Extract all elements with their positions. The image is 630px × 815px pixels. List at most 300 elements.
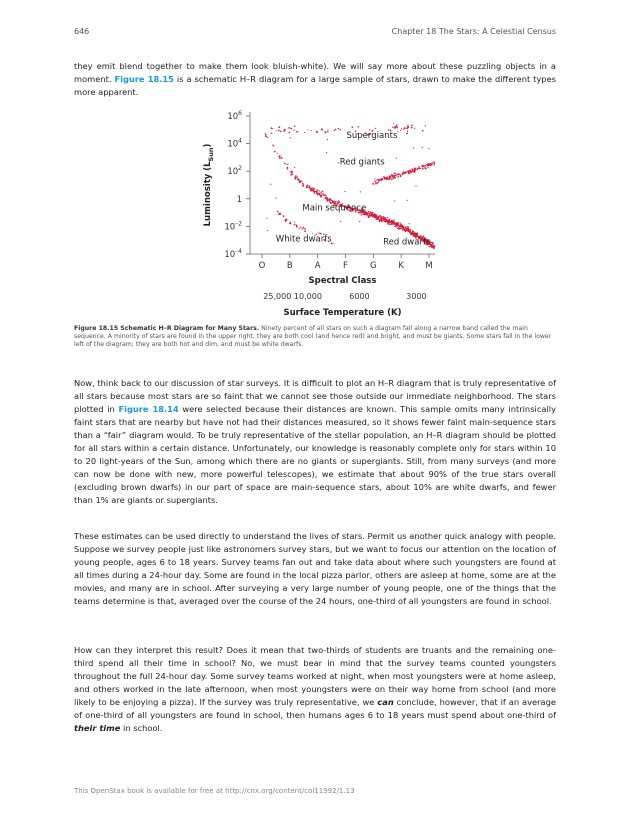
background-star <box>294 167 295 168</box>
main-sequence-star <box>389 218 390 219</box>
main-sequence-star <box>397 222 399 224</box>
main-sequence-star <box>362 213 364 215</box>
main-sequence-star <box>310 188 311 189</box>
page-footer: This OpenStax book is available for free at http://cnx.org/content/col11992/1.13 <box>74 787 355 795</box>
white-dwarf-star <box>304 228 305 229</box>
main-sequence-star <box>394 226 395 227</box>
red-giant-star <box>433 164 434 165</box>
main-sequence-star <box>296 177 297 178</box>
supergiant-star <box>401 128 402 129</box>
supergiant-star <box>327 129 328 130</box>
supergiant-star <box>407 131 408 132</box>
red-giant-star <box>396 173 397 174</box>
main-sequence-star <box>299 181 300 182</box>
supergiant-star <box>395 126 397 128</box>
main-sequence-star <box>384 217 385 218</box>
red-giant-star <box>412 169 414 171</box>
main-sequence-star <box>294 178 296 180</box>
background-star <box>360 191 361 192</box>
red-giant-star <box>427 167 428 168</box>
p3-text: These estimates can be used directly to understand the lives of stars. Permit us another quick analogy with people. Suppose we survey people just like astronomers survey stars, but we want to focus our attention on the location of young people, ages 6 to 18 years. Survey teams fan out and take data about where such youngsters are found at all times during a 24-hour day. Some are found in the local pizza parlor, others are asleep at home, some are at the movies, and many are in school. After surveying a very large number of young people, one of the things that the teams determine is that, averaged over the course of the 24 hours, one-third of all youngsters are found in school. <box>74 531 556 606</box>
red-giants-annotation: Red giants <box>339 157 385 168</box>
y-tick-label: $10^2$ <box>227 165 242 178</box>
supergiant-star <box>271 132 272 133</box>
red-giant-star <box>426 164 427 165</box>
main-sequence-star <box>314 193 315 194</box>
supergiant-star <box>422 130 424 132</box>
main-sequence-star <box>322 193 323 194</box>
red-giant-star <box>381 178 383 180</box>
main-sequence-annotation: Main sequence <box>302 203 367 214</box>
main-sequence-star <box>399 225 401 227</box>
red-giant-star <box>392 177 394 179</box>
background-star <box>266 218 267 219</box>
paragraph-star-surveys <box>74 377 556 507</box>
spectral-class-label: F <box>343 261 348 271</box>
temperature-tick-label: 6000 <box>349 292 370 301</box>
main-sequence-star <box>387 217 388 218</box>
red-giant-star <box>378 180 380 182</box>
red-giant-star <box>387 178 388 179</box>
main-sequence-star <box>411 233 413 235</box>
main-sequence-star <box>313 190 315 192</box>
main-sequence-star <box>431 246 433 248</box>
main-sequence-star <box>267 137 268 138</box>
background-star <box>422 147 423 148</box>
main-sequence-star <box>387 221 388 222</box>
figure-18-15-link[interactable]: Figure 18.15 <box>114 74 174 84</box>
supergiant-star <box>392 127 393 128</box>
main-sequence-star <box>334 201 335 202</box>
red-giant-star <box>422 166 424 168</box>
main-sequence-star <box>410 229 411 230</box>
red-giant-star <box>398 174 399 175</box>
main-sequence-star <box>316 191 318 193</box>
main-sequence-star <box>393 221 395 223</box>
main-sequence-star <box>389 221 391 223</box>
background-star <box>270 184 271 185</box>
supergiant-star <box>352 126 354 128</box>
red-giant-star <box>396 175 397 176</box>
red-giant-star <box>418 166 419 167</box>
background-star <box>344 191 345 192</box>
main-sequence-star <box>432 242 434 244</box>
supergiant-star <box>280 131 282 133</box>
background-star <box>267 230 268 231</box>
main-sequence-star <box>391 224 392 225</box>
main-sequence-star <box>370 211 371 212</box>
supergiant-star <box>400 130 401 131</box>
red-giant-star <box>401 174 402 175</box>
main-sequence-star <box>406 226 407 227</box>
white-dwarf-star <box>303 227 304 228</box>
white-dwarf-star <box>283 215 285 217</box>
main-sequence-star <box>393 219 394 220</box>
main-sequence-star <box>395 224 397 226</box>
red-giant-star <box>403 172 405 174</box>
p4-emphasis-can: can <box>377 697 394 707</box>
red-giant-star <box>374 181 376 183</box>
main-sequence-star <box>321 193 322 194</box>
main-sequence-star <box>384 219 386 221</box>
white-dwarf-star <box>304 230 306 232</box>
main-sequence-star <box>326 200 328 202</box>
spectral-class-label: O <box>258 261 266 271</box>
main-sequence-star <box>401 224 402 225</box>
supergiant-star <box>288 127 290 129</box>
spectral-class-label: A <box>314 261 321 271</box>
main-sequence-star <box>319 193 321 195</box>
main-sequence-star <box>290 174 292 176</box>
red-giant-star <box>394 177 396 179</box>
red-giant-star <box>400 175 401 176</box>
supergiant-star <box>283 130 285 132</box>
main-sequence-star <box>309 187 311 189</box>
main-sequence-star <box>401 225 403 227</box>
supergiant-star <box>393 123 394 124</box>
main-sequence-star <box>265 135 267 137</box>
red-giant-star <box>397 176 399 178</box>
red-giant-star <box>415 168 416 169</box>
red-giant-star <box>431 163 433 165</box>
supergiant-star <box>412 124 413 125</box>
background-star <box>275 197 276 198</box>
supergiant-star <box>271 127 273 129</box>
p2-text-a: Now, think back to our discussion of star surveys. It is difficult to plot an H–R diagram that is truly representative of all stars because most stars are so faint that we cannot see those outside our immediate neighborhood. The stars plotted in <box>74 378 556 414</box>
red-giant-star <box>414 168 415 169</box>
main-sequence-star <box>403 227 404 228</box>
main-sequence-star <box>335 201 336 202</box>
background-star <box>407 200 408 201</box>
paragraph-interpretation <box>74 644 556 735</box>
main-sequence-star <box>311 190 312 191</box>
main-sequence-star <box>415 234 417 236</box>
main-sequence-star <box>287 164 288 165</box>
main-sequence-star <box>431 242 432 243</box>
supergiant-star <box>404 127 406 129</box>
supergiant-star <box>425 125 426 126</box>
red-giant-star <box>422 168 424 170</box>
main-sequence-star <box>329 201 330 202</box>
white-dwarf-star <box>285 219 287 221</box>
red-giant-star <box>425 165 426 166</box>
white-dwarf-star <box>277 211 279 213</box>
background-star <box>413 148 414 149</box>
main-sequence-star <box>391 221 392 222</box>
y-tick-label: $10^{-4}$ <box>224 248 242 260</box>
main-sequence-star <box>361 214 362 215</box>
main-sequence-star <box>408 229 410 231</box>
supergiant-star <box>407 127 409 129</box>
background-star <box>409 223 410 224</box>
main-sequence-star <box>378 216 380 218</box>
p4-text-c: in school. <box>120 723 163 733</box>
spectral-class-label: M <box>425 261 433 271</box>
hr-diagram-figure <box>190 108 450 320</box>
intro-text-before: they emit blend together to make them look bluish-white). We will say more about these puzzling objects in a moment. <box>74 61 556 84</box>
main-sequence-star <box>291 172 292 173</box>
main-sequence-star <box>381 216 383 218</box>
caption-text: Ninety percent of all stars on such a diagram fall along a narrow band called the main sequence. A minority of stars are found in the upper right; they are both cool (and hence red) and bright, and must be giants. Some stars fall in the lower left of the diagram; they are both hot and dim, and must be white dwarfs. <box>74 325 552 349</box>
white-dwarf-star <box>290 223 292 225</box>
main-sequence-star <box>319 190 320 191</box>
main-sequence-star <box>413 233 414 234</box>
main-sequence-star <box>410 231 411 232</box>
red-giant-star <box>389 178 391 180</box>
main-sequence-star <box>404 229 405 230</box>
p4-emphasis-their-time: their time <box>74 723 121 733</box>
main-sequence-star <box>405 230 407 232</box>
main-sequence-star <box>309 185 311 187</box>
figure-caption <box>74 325 556 350</box>
red-giant-star <box>391 179 393 181</box>
red-giant-star <box>394 176 395 177</box>
supergiant-star <box>278 130 280 132</box>
white-dwarf-star <box>302 228 304 230</box>
background-star <box>340 221 341 222</box>
main-sequence-star <box>406 229 407 230</box>
white-dwarf-star <box>299 227 300 228</box>
main-sequence-star <box>292 174 293 175</box>
main-sequence-star <box>400 222 401 223</box>
temperature-tick-label: 25,000 <box>263 292 292 301</box>
supergiant-star <box>294 126 296 128</box>
main-sequence-star <box>302 186 303 187</box>
main-sequence-star <box>373 214 374 215</box>
white-dwarf-star <box>278 213 280 215</box>
spectral-class-label: G <box>370 261 377 271</box>
main-sequence-star <box>290 171 291 172</box>
background-star <box>295 176 296 177</box>
main-sequence-star <box>306 186 307 187</box>
red-giant-star <box>419 168 420 169</box>
background-star <box>316 131 317 132</box>
red-giant-star <box>417 168 418 169</box>
main-sequence-star <box>321 195 323 197</box>
supergiant-star <box>338 128 339 129</box>
red-giant-star <box>426 165 427 166</box>
red-giant-star <box>421 165 422 166</box>
x-axis-label: Spectral Class <box>308 276 377 286</box>
main-sequence-star <box>311 187 312 188</box>
red-giant-star <box>376 179 377 180</box>
p4-text-a: How can they interpret this result? Does it mean that two-thirds of students are truants and the remaining one-third spend all their time in school? No, we must bear in mind that the survey teams counted youngsters throughout the full 24-hour day. Some survey teams worked at night, when most youngsters were at home asleep, and others worked in the late afternoon, when most youngsters were on their way home from school (and more likely to be enjoying a pizza). If the survey was truly representative, we <box>74 645 556 707</box>
supergiant-star <box>288 132 290 134</box>
main-sequence-star <box>326 195 327 196</box>
red-giant-star <box>411 171 413 173</box>
main-sequence-star <box>273 145 274 146</box>
supergiant-star <box>296 131 298 133</box>
star-points-layer <box>265 123 435 249</box>
main-sequence-star <box>319 195 321 197</box>
main-sequence-star <box>287 168 289 170</box>
main-sequence-star <box>382 220 383 221</box>
y-tick-label: $10^6$ <box>227 110 242 122</box>
red-giant-star <box>383 176 384 177</box>
red-giant-star <box>403 171 404 172</box>
chapter-title: Chapter 18 The Stars: A Celestial Census <box>391 27 556 36</box>
main-sequence-star <box>302 183 304 185</box>
supergiant-star <box>293 130 294 131</box>
main-sequence-star <box>387 223 388 224</box>
main-sequence-star <box>298 179 300 181</box>
supergiant-star <box>340 129 341 130</box>
red-giant-star <box>380 179 382 181</box>
main-sequence-star <box>381 218 383 220</box>
hr-diagram-chart <box>190 108 450 320</box>
red-giant-star <box>416 169 418 171</box>
main-sequence-star <box>369 214 370 215</box>
supergiants-annotation: Supergiants <box>346 131 398 142</box>
main-sequence-star <box>374 215 376 217</box>
main-sequence-star <box>433 245 435 247</box>
spectral-class-label: K <box>398 261 404 271</box>
background-star <box>415 185 416 186</box>
white-dwarfs-annotation: White dwarfs <box>275 234 332 245</box>
main-sequence-star <box>278 155 280 157</box>
y-axis-label: Luminosity $(L_{Sun})$ <box>203 143 215 227</box>
red-giant-star <box>372 183 374 185</box>
paragraph-analogy <box>74 530 556 608</box>
background-star <box>290 137 291 138</box>
red-giant-star <box>399 174 400 175</box>
temperature-tick-label: 3000 <box>406 292 427 301</box>
supergiant-star <box>327 131 329 133</box>
supergiant-star <box>308 129 309 130</box>
main-sequence-star <box>280 155 281 156</box>
background-star <box>428 148 429 149</box>
red-giant-star <box>389 177 390 178</box>
supergiant-star <box>397 127 398 128</box>
main-sequence-star <box>375 219 376 220</box>
red-giant-star <box>386 177 387 178</box>
main-sequence-star <box>370 215 372 217</box>
main-sequence-star <box>377 217 378 218</box>
main-sequence-star <box>279 157 281 159</box>
supergiant-star <box>358 126 360 128</box>
red-giant-star <box>406 171 407 172</box>
supergiant-star <box>290 128 291 129</box>
main-sequence-star <box>277 153 278 154</box>
y-tick-label: 1 <box>236 194 242 205</box>
y-tick-label: $10^4$ <box>227 137 242 150</box>
main-sequence-star <box>329 200 330 201</box>
main-sequence-star <box>372 216 374 218</box>
main-sequence-star <box>322 191 324 193</box>
white-dwarf-star <box>312 233 313 234</box>
main-sequence-star <box>398 227 399 228</box>
page-number: 646 <box>74 27 90 36</box>
red-giant-star <box>374 178 375 179</box>
red-giant-star <box>409 173 410 174</box>
red-giant-star <box>394 173 396 175</box>
labels-layer <box>203 110 433 318</box>
p4-text-b: conclude, however, that if an average of one-third of all youngsters are found in school, then humans ages 6 to 18 years must spend about one-third of <box>74 697 556 720</box>
x-axis-secondary-label: Surface Temperature (K) <box>283 308 402 318</box>
supergiant-star <box>411 127 413 129</box>
caption-label: Figure 18.15 Schematic H–R Diagram for Many Stars. <box>74 325 260 332</box>
main-sequence-star <box>407 226 409 228</box>
main-sequence-star <box>389 224 391 226</box>
temperature-tick-label: 10,000 <box>293 292 322 301</box>
supergiant-star <box>396 124 397 125</box>
supergiant-star <box>403 129 404 130</box>
main-sequence-star <box>379 219 381 221</box>
white-dwarf-star <box>332 243 333 244</box>
white-dwarf-star <box>294 221 295 222</box>
background-star <box>326 152 327 153</box>
red-giant-star <box>376 182 378 184</box>
background-star <box>359 221 360 222</box>
red-giant-star <box>434 163 435 164</box>
main-sequence-star <box>417 235 418 236</box>
supergiant-star <box>324 131 325 132</box>
main-sequence-star <box>324 194 326 196</box>
main-sequence-star <box>399 228 400 229</box>
red-giant-star <box>424 167 426 169</box>
red-giant-star <box>430 165 431 166</box>
white-dwarf-star <box>296 226 298 228</box>
main-sequence-star <box>312 188 313 189</box>
background-star <box>327 139 328 140</box>
figure-18-14-link[interactable]: Figure 18.14 <box>118 404 179 414</box>
main-sequence-star <box>265 133 267 135</box>
red-dwarfs-annotation: Red dwarfs <box>383 237 431 248</box>
main-sequence-star <box>326 198 327 199</box>
supergiant-star <box>334 130 335 131</box>
y-tick-label: $10^{-2}$ <box>224 220 242 233</box>
red-giant-star <box>414 170 415 171</box>
main-sequence-star <box>375 216 376 217</box>
main-sequence-star <box>285 164 286 165</box>
supergiant-star <box>311 130 312 131</box>
main-sequence-star <box>361 215 362 216</box>
main-sequence-star <box>274 151 276 153</box>
background-star <box>396 158 397 159</box>
main-sequence-star <box>412 231 414 233</box>
supergiant-star <box>335 129 336 130</box>
main-sequence-star <box>386 220 388 222</box>
white-dwarf-star <box>294 224 296 226</box>
white-dwarf-star <box>300 226 301 227</box>
supergiant-star <box>278 126 280 128</box>
red-giant-star <box>407 171 408 172</box>
main-sequence-star <box>368 211 369 212</box>
supergiant-star <box>321 128 322 129</box>
supergiant-star <box>375 128 376 129</box>
main-sequence-star <box>281 157 283 159</box>
intro-paragraph <box>74 60 556 99</box>
supergiant-star <box>304 132 305 133</box>
supergiant-star <box>407 125 408 126</box>
main-sequence-star <box>402 229 404 231</box>
spectral-class-label: B <box>286 261 293 271</box>
main-sequence-star <box>284 163 285 164</box>
supergiant-star <box>276 130 277 131</box>
red-giant-star <box>385 178 386 179</box>
main-sequence-star <box>364 213 366 215</box>
main-sequence-star <box>395 226 397 228</box>
supergiant-star <box>414 128 415 129</box>
background-star <box>394 200 395 201</box>
intro-text-after: is a schematic H–R diagram for a large sample of stars, drawn to make the different types more apparent. <box>74 74 557 97</box>
main-sequence-star <box>324 197 326 199</box>
p2-text-b: were selected because their distances are known. This sample omits many intrinsically faint stars that are nearby but have not had their distances measured, so it shows fewer faint main-sequence stars than a “fair” diagram would. To be truly representative of the stellar population, an H–R diagram should be plotted for all stars within a certain distance. Unfortunately, our knowledge is reasonably complete only for stars within 10 to 20 light-years of the Sun, among which there are no giants or supergiants. Still, from many surveys (and more can now be done with new, more powerful telescopes), we estimate that about 90% of the true stars overall (excluding brown dwarfs) in our part of space are main-sequence stars, about 10% are white dwarfs, and fewer than 1% are giants or supergiants. <box>74 404 556 505</box>
main-sequence-star <box>297 176 298 177</box>
main-sequence-star <box>300 181 301 182</box>
main-sequence-star <box>291 171 293 173</box>
main-sequence-star <box>301 181 302 182</box>
